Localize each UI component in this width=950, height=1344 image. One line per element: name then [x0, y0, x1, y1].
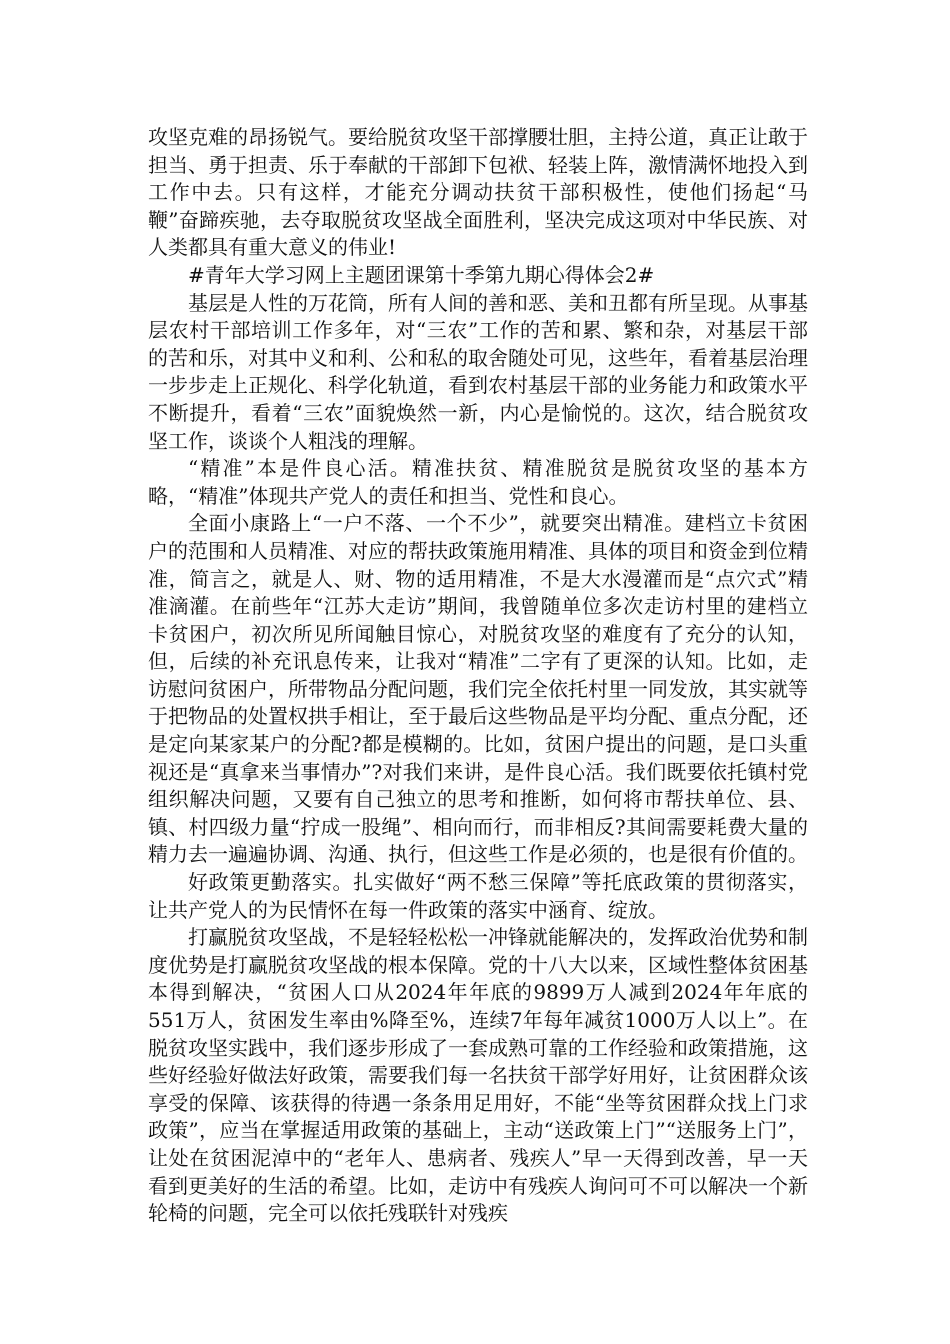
paragraph-policy-implementation: 好政策更勤落实。扎实做好“两不愁三保障”等托底政策的贯彻落实，让共产党人的为民情怀在每一件政策的落实中涵育、绽放。: [148, 870, 808, 922]
paragraph-precision-details: 全面小康路上“一户不落、一个不少”，就要突出精准。建档立卡贫困户的范围和人员精准、对应的帮扶政策施用精准、具体的项目和资金到位精准，简言之，就是人、财、物的适用精准，不是大水漫灌而是“点穴式”精准滴灌。在前些年“江苏大走访”期间，我曾随单位多次走访村里的建档立卡贫困户，初次所见所闻触目惊心，对脱贫攻坚的难度有了充分的认知，但，后续的补充讯息传来，让我对“精准”二字有了更深的认知。比如，走访慰问贫困户，所带物品分配问题，我们完全依托村里一同发放，其实就等于把物品的处置权拱手相让，至于最后这些物品是平均分配、重点分配，还是定向某家某户的分配?都是模糊的。比如，贫困户提出的问题，是口头重视还是“真拿来当事情办”?对我们来讲，是件良心活。我们既要依托镇村党组织解决问题，又要有自己独立的思考和推断，如何将市帮扶单位、县、镇、村四级力量“拧成一股绳”、相向而行，而非相反?其间需要耗费大量的精力去一遍遍协调、沟通、执行，但这些工作是必须的，也是很有价值的。: [148, 511, 808, 867]
paragraph-poverty-battle: 打赢脱贫攻坚战，不是轻轻松松一冲锋就能解决的，发挥政治优势和制度优势是打赢脱贫攻坚战的根本保障。党的十八大以来，区域性整体贫困基本得到解决，“贫困人口从2024年年底的9899万人减到2024年年底的551万人，贫困发生率由%降至%，连续7年每年减贫1000万人以上”。在脱贫攻坚实践中，我们逐步形成了一套成熟可靠的工作经验和政策措施，这些好经验好做法好政策，需要我们每一名扶贫干部学好用好，让贫困群众该享受的保障、该获得的待遇一条条用足用好，不能“坐等贫困群众找上门求政策”，应当在掌握适用政策的基础上，主动“送政策上门”“送服务上门”，让处在贫困泥淖中的“老年人、患病者、残疾人”早一天得到改善，早一天看到更美好的生活的希望。比如，走访中有残疾人询问可不可以解决一个新轮椅的问题，完全可以依托残联针对残疾: [148, 925, 808, 1226]
document-page: [148, 124, 808, 1228]
section-heading: #青年大学习网上主题团课第十季第九期心得体会2#: [188, 262, 655, 287]
paragraph-intro-continuation: 攻坚克难的昂扬锐气。要给脱贫攻坚干部撑腰壮胆，主持公道，真正让敢于担当、勇于担责、乐于奉献的干部卸下包袱、轻装上阵，激情满怀地投入到工作中去。只有这样，才能充分调动扶贫干部积极性，使他们扬起“马鞭”奋蹄疾驰，去夺取脱贫攻坚战全面胜利，坚决完成这项对中华民族、对人类都具有重大意义的伟业!: [148, 125, 808, 260]
paragraph-grassroots: 基层是人性的万花筒，所有人间的善和恶、美和丑都有所呈现。从事基层农村干部培训工作多年，对“三农”工作的苦和累、繁和杂，对基层干部的苦和乐，对其中义和利、公和私的取舍随处可见，这些年，看着基层治理一步步走上正规化、科学化轨道，看到农村基层干部的业务能力和政策水平不断提升，看着“三农”面貌焕然一新，内心是愉悦的。这次，结合脱贫攻坚工作，谈谈个人粗浅的理解。: [148, 290, 808, 453]
paragraph-precision-conscience: “精准”本是件良心活。精准扶贫、精准脱贫是脱贫攻坚的基本方略，“精准”体现共产党人的责任和担当、党性和良心。: [148, 456, 808, 508]
